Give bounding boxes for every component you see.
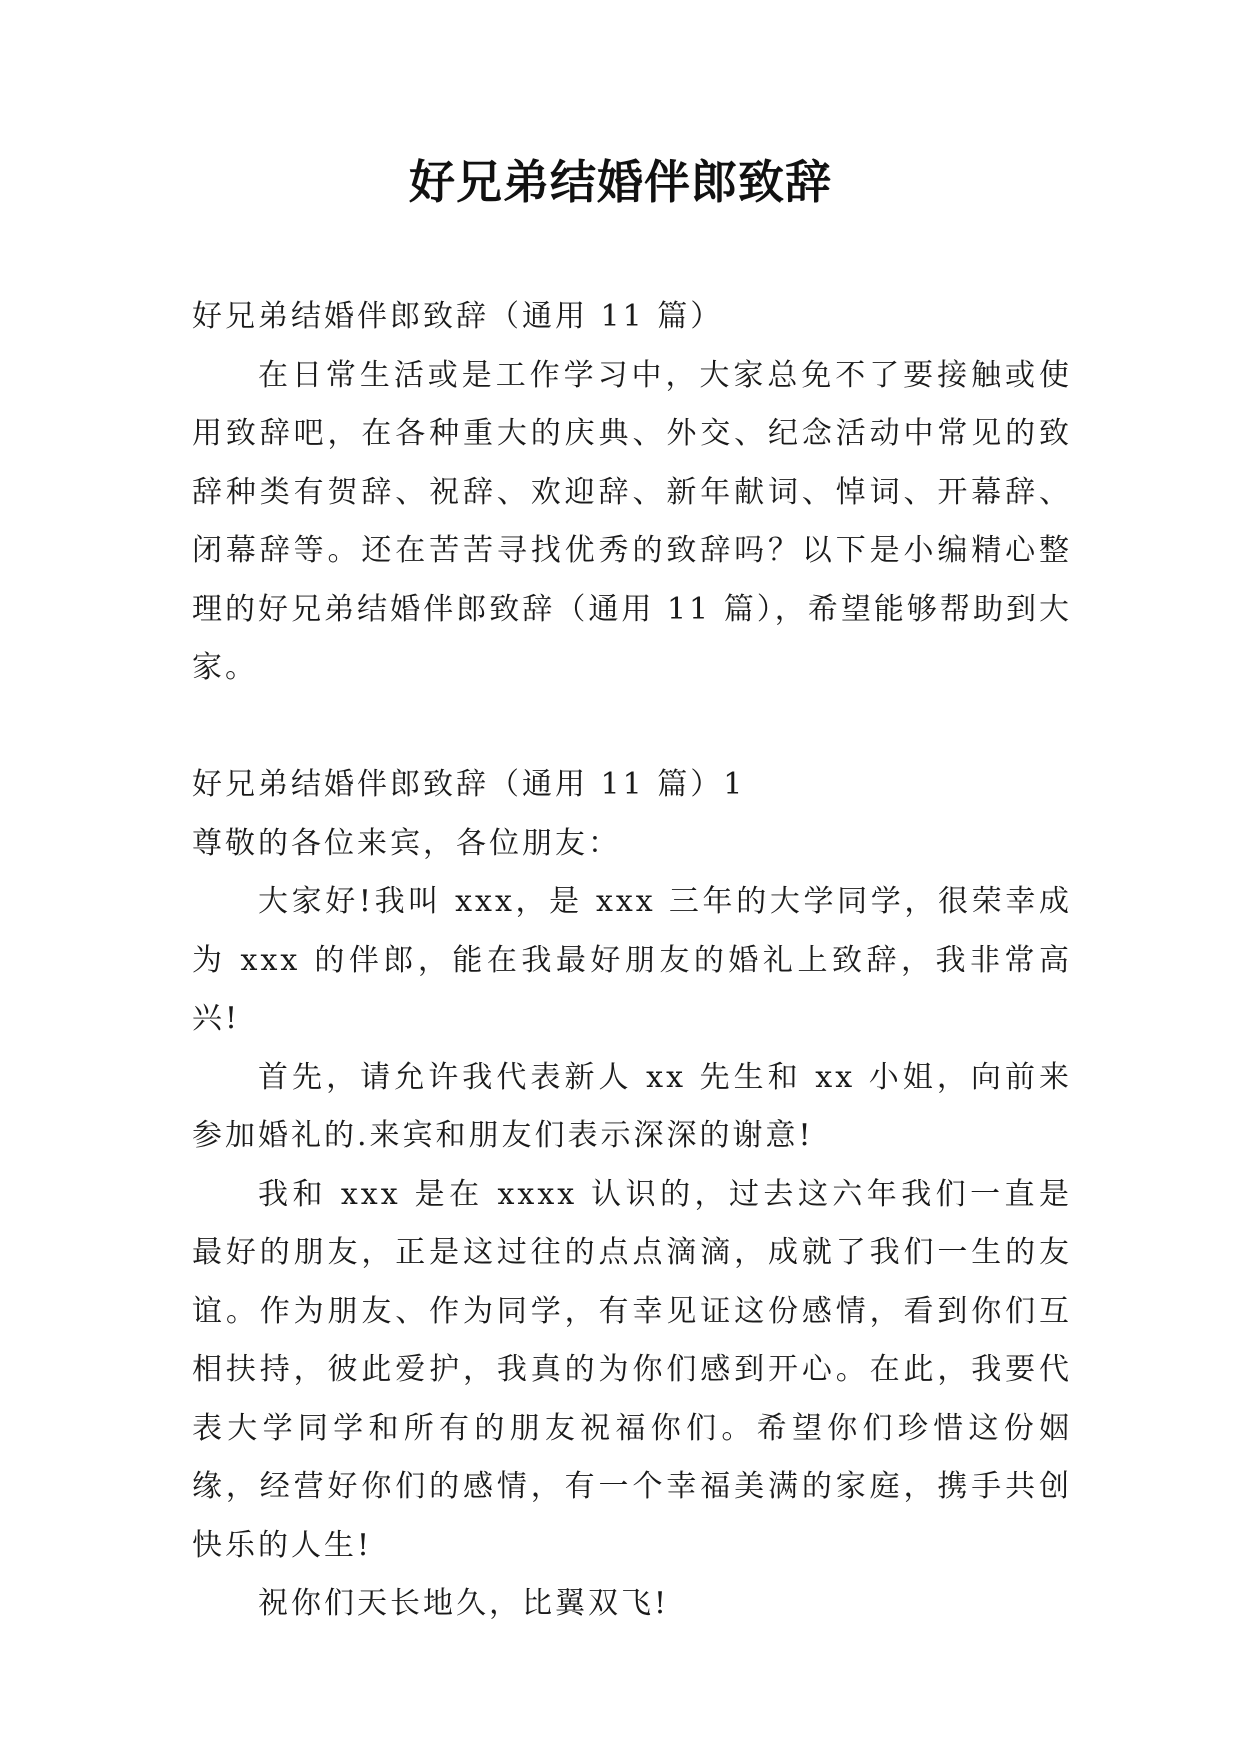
body-paragraph: 大家好!我叫 xxx，是 xxx 三年的大学同学，很荣幸成为 xxx 的伴郎，能在我最好朋友的婚礼上致辞，我非常高兴! — [192, 884, 1072, 1036]
body-paragraph: 祝你们天长地久，比翼双飞! — [258, 1586, 670, 1621]
section-spacer — [192, 698, 1072, 757]
body-paragraph: 我和 xxx 是在 xxxx 认识的，过去这六年我们一直是最好的朋友，正是这过往的点点滴滴，成就了我们一生的友谊。作为朋友、作为同学，有幸见证这份感情，看到你们互相扶持，彼此爱护，我真的为你们感到开心。在此，我要代表大学同学和所有的朋友祝福你们。希望你们珍惜这份姻缘，经营好你们的感情，有一个幸福美满的家庭，携手共创快乐的人生! — [192, 1176, 1072, 1563]
document-title: 好兄弟结婚伴郎致辞 — [409, 155, 832, 209]
intro-paragraph: 在日常生活或是工作学习中，大家总免不了要接触或使用致辞吧，在各种重大的庆典、外交、纪念活动中常见的致辞种类有贺辞、祝辞、欢迎辞、新年献词、悼词、开幕辞、闭幕辞等。还在苦苦寻找优秀的致辞吗？以下是小编精心整理的好兄弟结婚伴郎致辞（通用 11 篇），希望能够帮助到大家。 — [192, 357, 1072, 685]
section-heading: 好兄弟结婚伴郎致辞（通用 11 篇）1 — [192, 767, 746, 802]
document-subtitle: 好兄弟结婚伴郎致辞（通用 11 篇） — [192, 299, 724, 334]
body-paragraph: 首先，请允许我代表新人 xx 先生和 xx 小姐，向前来参加婚礼的.来宾和朋友们表示深深的谢意! — [192, 1059, 1072, 1153]
document-body — [192, 288, 1072, 1634]
salutation: 尊敬的各位来宾，各位朋友： — [192, 825, 621, 861]
